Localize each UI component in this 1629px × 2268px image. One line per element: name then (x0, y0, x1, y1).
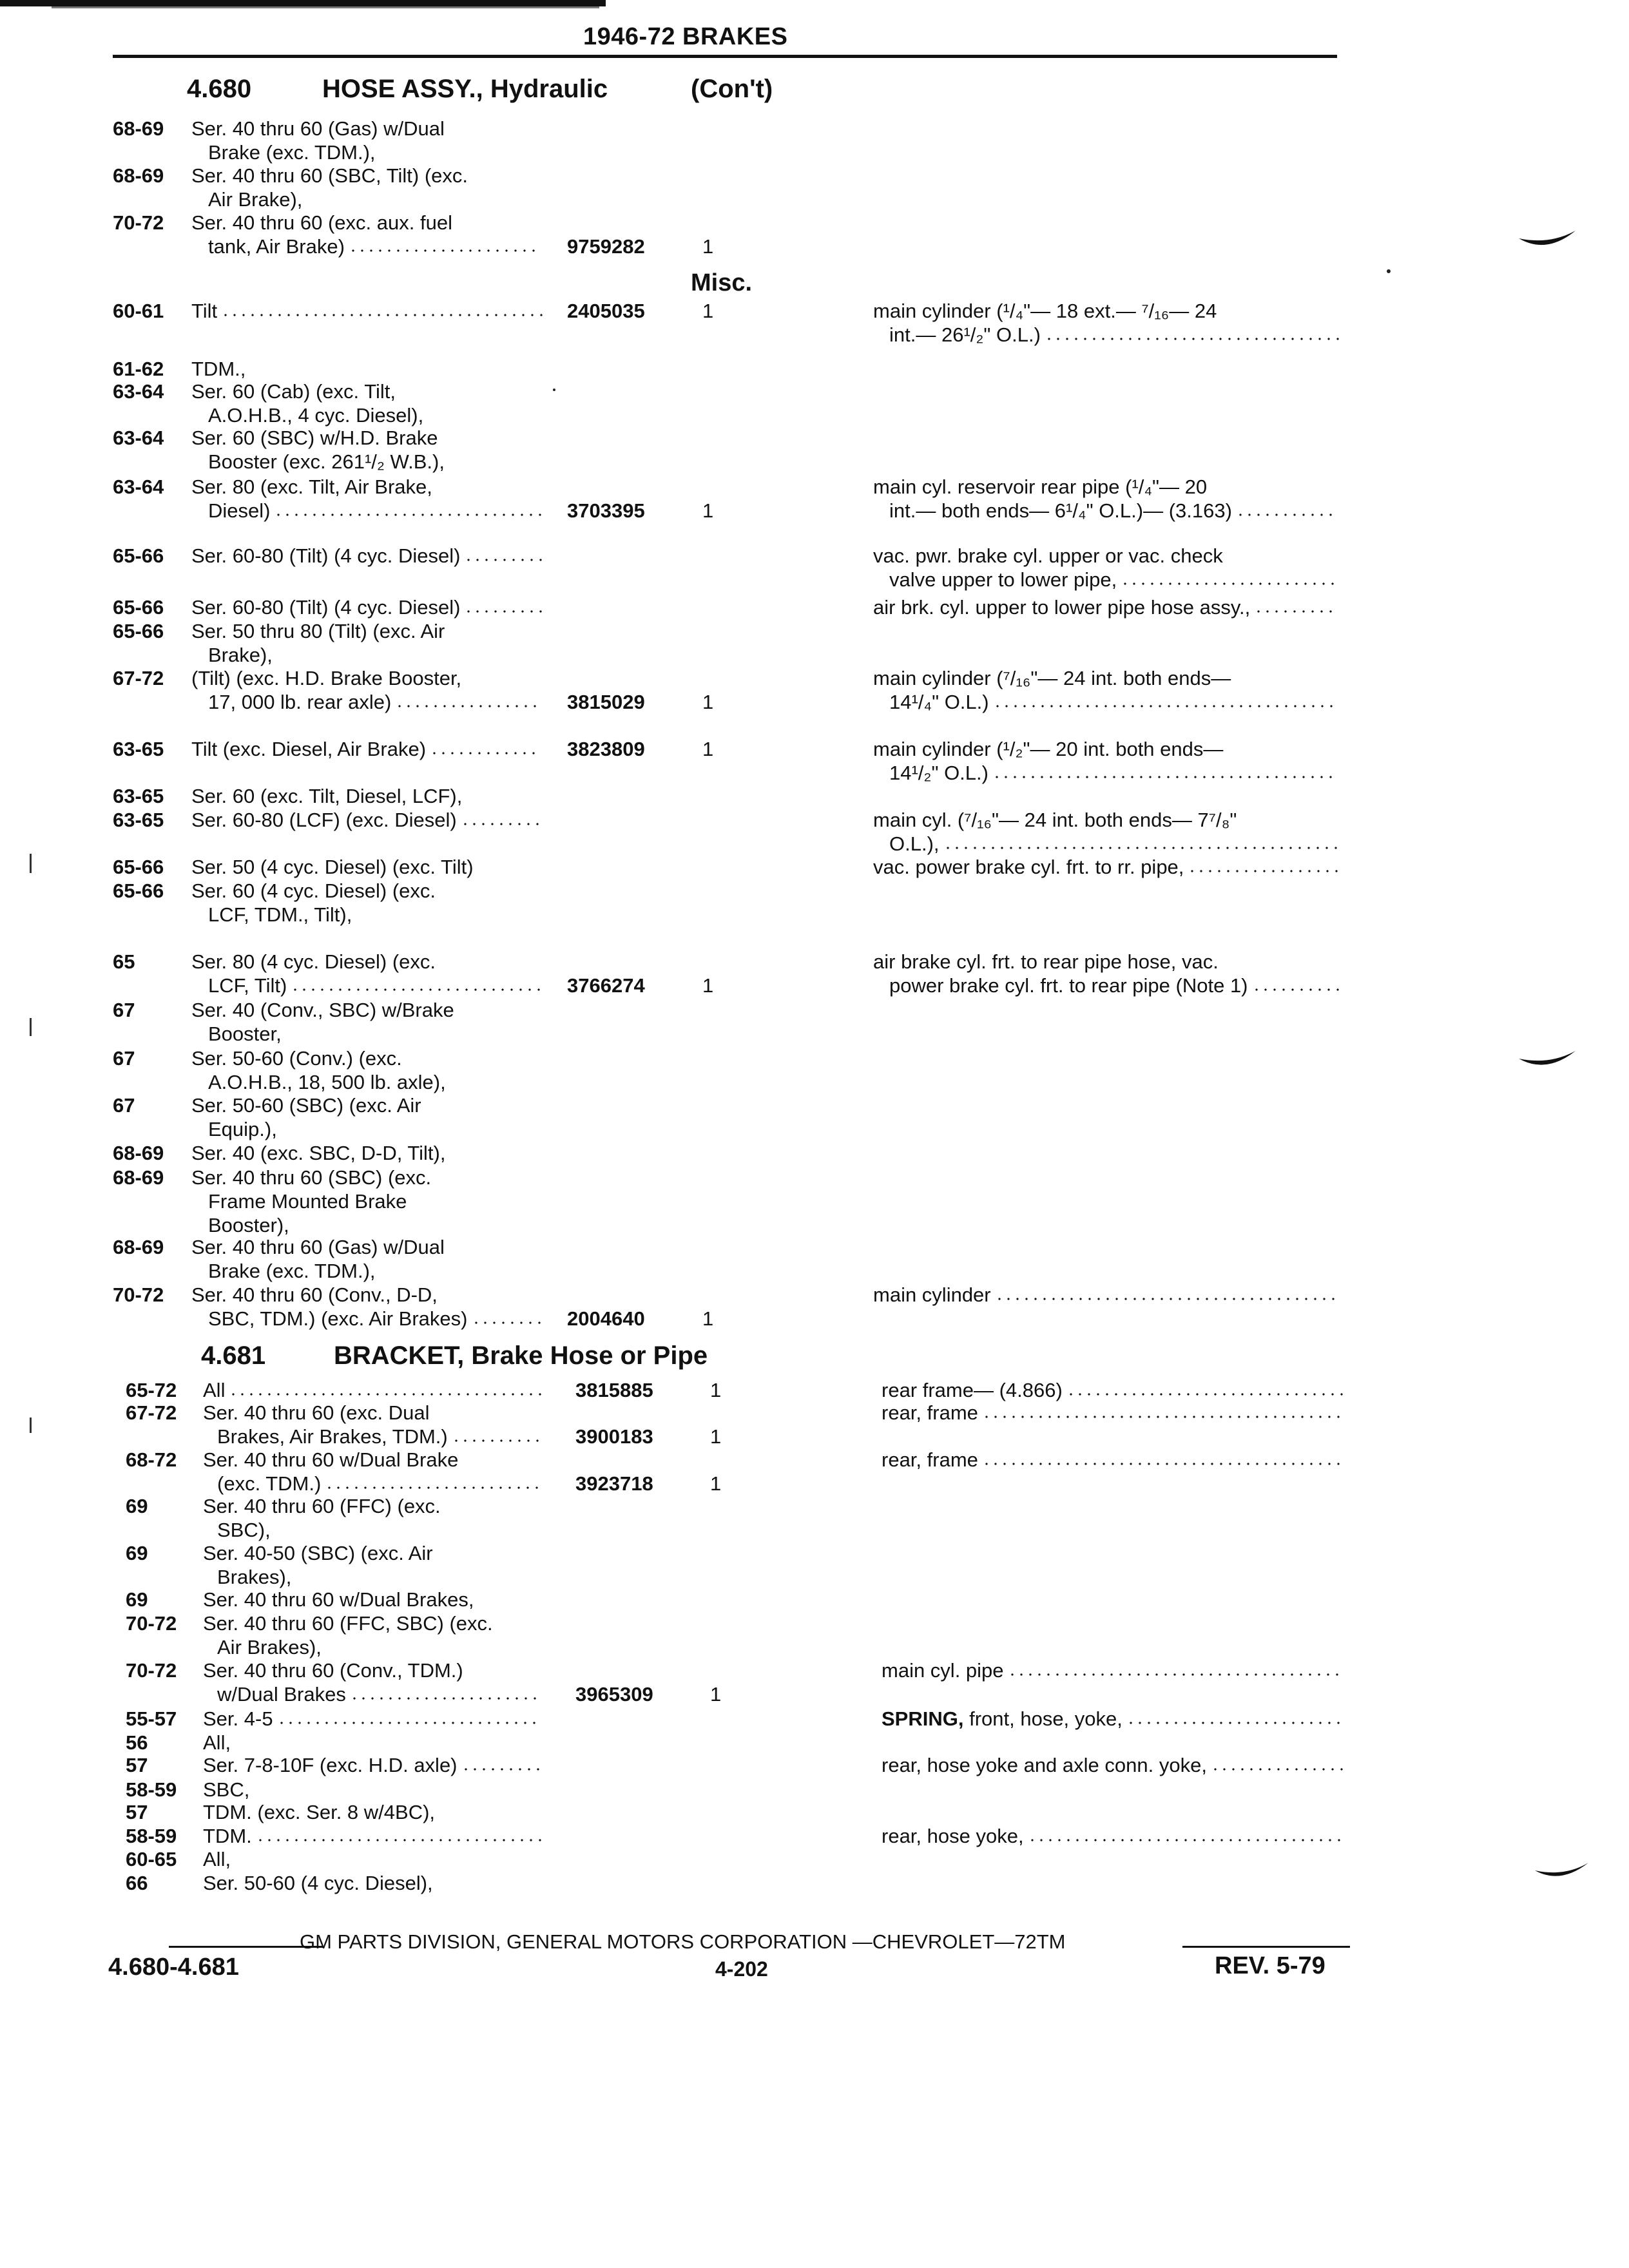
entry-year: 68-69 (113, 164, 164, 187)
leader-dots (464, 600, 545, 614)
leader-dots (995, 1287, 1338, 1302)
note-text: main cylinder (⁷/₁₆"— 24 int. both ends— (873, 667, 1231, 689)
entry-description: TDM. (exc. Ser. 8 w/4BC), (203, 1801, 436, 1823)
entry-year: 61-62 (113, 358, 164, 380)
leader-dots (993, 695, 1336, 709)
entry-note-continued: power brake cyl. frt. to rear pipe (Note 1) (889, 974, 1342, 997)
entry-description: A.O.H.B., 4 cyc. Diesel), (208, 404, 424, 427)
entry-year: 65-66 (113, 596, 164, 619)
entry-description: Ser. 50 thru 80 (Tilt) (exc. Air (191, 620, 445, 642)
entry-year: 63-64 (113, 380, 164, 403)
quantity: 1 (702, 300, 714, 322)
entry-year: 67-72 (126, 1401, 177, 1424)
entry-note (882, 1379, 1346, 1402)
leader-dots (350, 1687, 539, 1701)
entry-year: 70-72 (126, 1659, 177, 1682)
scan-top-edge (0, 0, 606, 6)
entry-description: Ser. 40 thru 60 (SBC) (exc. (191, 1166, 432, 1189)
part-number: 3923718 (575, 1472, 653, 1495)
scan-tick-2 (30, 1018, 32, 1036)
entry-description: All, (203, 1731, 231, 1754)
entry-note (873, 856, 1341, 879)
entry-note (873, 738, 1223, 761)
part-number: 2004640 (567, 1307, 645, 1330)
note-text: air brake cyl. frt. to rear pipe hose, vac. (873, 950, 1219, 973)
entry-description: Brake), (208, 644, 273, 666)
leader-dots (982, 1405, 1343, 1419)
note-text: main cylinder (873, 1283, 991, 1306)
leader-dots (1211, 1758, 1346, 1772)
note-text: vac. pwr. brake cyl. upper or vac. check (873, 544, 1223, 567)
leader-dots (1066, 1383, 1346, 1397)
leader-dots (395, 695, 539, 709)
note-text: rear, hose yoke and axle conn. yoke, (882, 1754, 1207, 1776)
entry-description: Brake (exc. TDM.), (208, 141, 376, 164)
leader-dots (1028, 1829, 1344, 1843)
entry-description: Booster, (208, 1023, 282, 1045)
entry-note (873, 1283, 1338, 1307)
entry-year: 70-72 (113, 211, 164, 234)
leader-dots (943, 836, 1340, 850)
section-4680-cont: (Con't) (691, 75, 773, 103)
entry-year: 60-61 (113, 300, 164, 322)
entry-description: Equip.), (208, 1118, 277, 1140)
entry-description: Booster), (208, 1214, 289, 1236)
note-text: rear, hose yoke, (882, 1825, 1024, 1847)
entry-year: 67 (113, 1094, 135, 1117)
note-text: main cylinder (¹/₄"— 18 ext.— ⁷/₁₆— 24 (873, 300, 1217, 322)
leader-dots (1236, 503, 1335, 517)
quantity: 1 (702, 691, 714, 713)
scan-tick-1 (30, 854, 32, 873)
quantity: 1 (710, 1425, 722, 1448)
leader-dots (349, 239, 538, 253)
note-text: main cylinder (¹/₂"— 20 int. both ends— (873, 738, 1224, 760)
entry-description: Ser. 4-5 (203, 1707, 539, 1731)
entry-note (873, 596, 1335, 619)
entry-description: Ser. 60 (4 cyc. Diesel) (exc. (191, 879, 436, 902)
entry-note (873, 809, 1237, 832)
leader-dots (1008, 1663, 1342, 1677)
note-text: main cyl. pipe (882, 1659, 1004, 1682)
entry-year: 68-69 (113, 1142, 164, 1164)
scan-speck (553, 389, 555, 391)
footer-section-range: 4.680-4.681 (108, 1954, 239, 1981)
entry-description: Air Brakes), (217, 1636, 322, 1658)
entry-note (882, 1659, 1342, 1682)
binder-mark-1 (1518, 226, 1579, 258)
leader-dots (982, 1452, 1343, 1466)
note-text: front, hose, yoke, (963, 1707, 1123, 1730)
entry-description: Ser. 40 thru 60 (Conv., D-D, (191, 1283, 438, 1306)
leader-dots (291, 978, 543, 992)
part-number: 9759282 (567, 235, 645, 258)
section-4681-number: 4.681 (201, 1341, 266, 1370)
note-text: main cyl. reservoir rear pipe (¹/₄"— 20 (873, 476, 1208, 498)
leader-dots (430, 742, 538, 756)
entry-description: Ser. 40 thru 60 (SBC, Tilt) (exc. (191, 164, 468, 187)
entry-note (873, 300, 1217, 323)
leader-dots (472, 1311, 544, 1325)
entry-description: Ser. 50-60 (4 cyc. Diesel), (203, 1872, 433, 1894)
entry-description: Diesel) (208, 499, 545, 523)
entry-year: 68-69 (113, 117, 164, 140)
entry-description: Ser. 60 (SBC) w/H.D. Brake (191, 427, 438, 449)
quantity: 1 (702, 1307, 714, 1330)
entry-year: 69 (126, 1495, 148, 1517)
entry-description: (exc. TDM.) (217, 1472, 541, 1495)
entry-description: LCF, Tilt) (208, 974, 543, 997)
entry-description: 17, 000 lb. rear axle) (208, 691, 539, 714)
page-title: 1946-72 BRAKES (583, 23, 788, 50)
quantity: 1 (710, 1683, 722, 1706)
entry-year: 70-72 (126, 1612, 177, 1635)
entry-year: 67 (113, 999, 135, 1021)
entry-year: 65-66 (113, 856, 164, 878)
leader-dots (256, 1829, 545, 1843)
quantity: 1 (710, 1379, 722, 1401)
entry-year: 69 (126, 1588, 148, 1611)
entry-description: Ser. 60-80 (Tilt) (4 cyc. Diesel) (191, 544, 545, 568)
note-text: vac. power brake cyl. frt. to rr. pipe, (873, 856, 1184, 878)
leader-dots (1254, 600, 1335, 614)
entry-year: 63-64 (113, 476, 164, 498)
entry-description: tank, Air Brake) (208, 235, 538, 258)
entry-description: w/Dual Brakes (217, 1683, 539, 1706)
entry-year: 65 (113, 950, 135, 973)
leader-dots (325, 1476, 541, 1490)
entry-description: Ser. 60-80 (LCF) (exc. Diesel) (191, 809, 542, 832)
part-number: 3703395 (567, 499, 645, 522)
entry-year: 63-64 (113, 427, 164, 449)
note-keyword: SPRING, (882, 1707, 964, 1730)
entry-year: 65-66 (113, 544, 164, 567)
entry-year: 65-66 (113, 879, 164, 902)
note-text: main cyl. (⁷/₁₆"— 24 int. both ends— 7⁷/₈" (873, 809, 1237, 831)
entry-year: 65-66 (113, 620, 164, 642)
entry-year: 58-59 (126, 1825, 177, 1847)
section-4681-title: BRACKET, Brake Hose or Pipe (334, 1341, 708, 1370)
entry-note-continued: int.— both ends— 6¹/₄" O.L.)— (3.163) (889, 499, 1335, 523)
entry-description: All, (203, 1848, 231, 1870)
part-number: 3766274 (567, 974, 645, 997)
part-number: 3900183 (575, 1425, 653, 1448)
entry-year: 68-69 (113, 1166, 164, 1189)
entry-description: Booster (exc. 261¹/₂ W.B.), (208, 450, 445, 473)
entry-description: Brakes, Air Brakes, TDM.) (217, 1425, 542, 1448)
leader-dots (464, 548, 545, 562)
entry-note (882, 1448, 1343, 1472)
entry-note (882, 1707, 1343, 1731)
entry-year: 57 (126, 1801, 148, 1823)
title-rule (113, 55, 1337, 58)
entry-year: 67-72 (113, 667, 164, 689)
quantity: 1 (702, 499, 714, 522)
entry-description: Ser. 80 (4 cyc. Diesel) (exc. (191, 950, 436, 973)
entry-description: LCF, TDM., Tilt), (208, 903, 352, 926)
leader-dots (992, 765, 1335, 780)
entry-description: Ser. 40 thru 60 (FFC, SBC) (exc. (203, 1612, 493, 1635)
entry-description: Brake (exc. TDM.), (208, 1260, 376, 1282)
note-text: air brk. cyl. upper to lower pipe hose assy., (873, 596, 1251, 619)
entry-year: 60-65 (126, 1848, 177, 1870)
entry-description: SBC), (217, 1519, 271, 1541)
footer-page-number: 4-202 (715, 1957, 768, 1981)
entry-description: Ser. 50-60 (Conv.) (exc. (191, 1047, 402, 1070)
entry-description: Ser. 50-60 (SBC) (exc. Air (191, 1094, 421, 1117)
section-4680-number: 4.680 (187, 75, 252, 103)
entry-description: Ser. 60 (exc. Tilt, Diesel, LCF), (191, 785, 463, 807)
entry-description: Ser. 40 thru 60 (Gas) w/Dual (191, 117, 445, 140)
entry-note (873, 476, 1207, 499)
entry-year: 63-65 (113, 785, 164, 807)
entry-description: Tilt (191, 300, 546, 323)
entry-year: 68-72 (126, 1448, 177, 1471)
entry-year: 55-57 (126, 1707, 177, 1730)
entry-description: Ser. 7-8-10F (exc. H.D. axle) (203, 1754, 543, 1777)
binder-mark-2 (1518, 1047, 1579, 1079)
entry-description: Ser. 40 thru 60 (Conv., TDM.) (203, 1659, 463, 1682)
entry-note-continued: 14¹/₂" O.L.) (889, 762, 1335, 785)
note-text: rear, frame (882, 1448, 978, 1471)
entry-description: SBC, TDM.) (exc. Air Brakes) (208, 1307, 544, 1331)
entry-description: TDM., (191, 358, 246, 380)
entry-note-continued: O.L.), (889, 832, 1340, 856)
entry-note (873, 667, 1231, 690)
entry-description: Ser. 60 (Cab) (exc. Tilt, (191, 380, 396, 403)
entry-year: 68-69 (113, 1236, 164, 1258)
entry-note-continued: int.— 26¹/₂" O.L.) (889, 323, 1342, 347)
leader-dots (461, 812, 542, 827)
entry-description: Tilt (exc. Diesel, Air Brake) (191, 738, 538, 761)
entry-description: TDM. (203, 1825, 545, 1848)
scan-top-edge-shadow (52, 6, 599, 8)
entry-year: 57 (126, 1754, 148, 1776)
entry-description: Air Brake), (208, 188, 303, 211)
entry-description: Ser. 40-50 (SBC) (exc. Air (203, 1542, 433, 1564)
entry-note (882, 1825, 1344, 1848)
misc-label: Misc. (691, 269, 753, 296)
entry-year: 70-72 (113, 1283, 164, 1306)
entry-year: 67 (113, 1047, 135, 1070)
leader-dots (1252, 978, 1342, 992)
entry-description: Ser. 40 thru 60 (exc. Dual (203, 1401, 430, 1424)
part-number: 3815885 (575, 1379, 653, 1401)
entry-description: All (203, 1379, 545, 1402)
entry-description: Ser. 40 thru 60 (FFC) (exc. (203, 1495, 441, 1517)
entry-year: 56 (126, 1731, 148, 1754)
entry-description: Ser. 40 thru 60 (Gas) w/Dual (191, 1236, 445, 1258)
quantity: 1 (702, 235, 714, 258)
entry-year: 65-72 (126, 1379, 177, 1401)
scan-tick-3 (30, 1418, 32, 1433)
entry-description: Ser. 40 thru 60 (exc. aux. fuel (191, 211, 452, 234)
leader-dots (274, 503, 545, 517)
entry-description: SBC, (203, 1778, 250, 1801)
quantity: 1 (710, 1472, 722, 1495)
entry-note (873, 544, 1223, 568)
quantity: 1 (702, 974, 714, 997)
entry-description: Ser. 60-80 (Tilt) (4 cyc. Diesel) (191, 596, 545, 619)
leader-dots (1188, 860, 1341, 874)
entry-year: 63-65 (113, 738, 164, 760)
entry-description: Ser. 40 (exc. SBC, D-D, Tilt), (191, 1142, 446, 1164)
footer-publisher: GM PARTS DIVISION, GENERAL MOTORS CORPORATION —CHEVROLET—72TM (300, 1930, 1066, 1953)
entry-note (873, 950, 1219, 974)
leader-dots (221, 303, 546, 318)
entry-note (882, 1754, 1346, 1777)
entry-year: 66 (126, 1872, 148, 1894)
quantity: 1 (702, 738, 714, 760)
leader-dots (229, 1383, 545, 1397)
note-text: rear frame— (4.866) (882, 1379, 1063, 1401)
section-4680-title: HOSE ASSY., Hydraulic (322, 75, 608, 103)
entry-note (882, 1401, 1343, 1425)
entry-description: A.O.H.B., 18, 500 lb. axle), (208, 1071, 446, 1093)
entry-note-continued: valve upper to lower pipe, (889, 568, 1337, 591)
entry-description: Ser. 40 thru 60 w/Dual Brakes, (203, 1588, 474, 1611)
footer-revision: REV. 5-79 (1215, 1952, 1325, 1979)
leader-dots (1126, 1711, 1343, 1725)
entry-description: Ser. 40 (Conv., SBC) w/Brake (191, 999, 454, 1021)
entry-description: Ser. 50 (4 cyc. Diesel) (exc. Tilt) (191, 856, 474, 878)
part-number: 3823809 (567, 738, 645, 760)
binder-mark-3 (1534, 1859, 1592, 1891)
leader-dots (1045, 327, 1342, 341)
entry-description: Ser. 80 (exc. Tilt, Air Brake, (191, 476, 432, 498)
note-text: rear, frame (882, 1401, 978, 1424)
part-number: 3815029 (567, 691, 645, 713)
entry-note-continued: 14¹/₄" O.L.) (889, 691, 1336, 714)
entry-year: 63-65 (113, 809, 164, 831)
part-number: 2405035 (567, 300, 645, 322)
scan-speck (1387, 269, 1391, 273)
entry-year: 58-59 (126, 1778, 177, 1801)
leader-dots (452, 1429, 542, 1443)
entry-description: Ser. 40 thru 60 w/Dual Brake (203, 1448, 459, 1471)
entry-year: 69 (126, 1542, 148, 1564)
leader-dots (461, 1758, 543, 1772)
part-number: 3965309 (575, 1683, 653, 1706)
entry-description: (Tilt) (exc. H.D. Brake Booster, (191, 667, 462, 689)
entry-description: Frame Mounted Brake (208, 1190, 407, 1213)
leader-dots (277, 1711, 539, 1725)
footer-rule-right (1182, 1946, 1350, 1948)
entry-description: Brakes), (217, 1566, 292, 1588)
leader-dots (1121, 572, 1337, 586)
